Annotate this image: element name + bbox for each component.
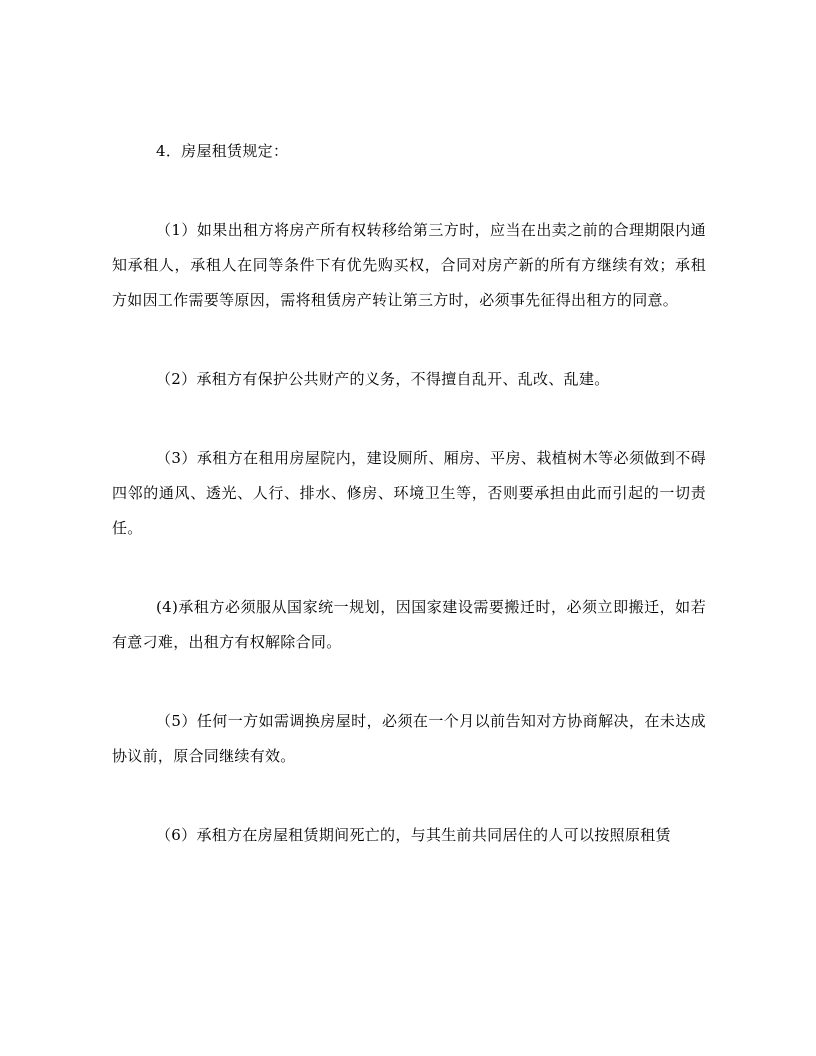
clause-6: （6）承租方在房屋租赁期间死亡的，与其生前共同居住的人可以按照原租赁 <box>156 826 671 844</box>
clause-3: （3）承租方在租用房屋院内，建设厕所、厢房、平房、栽植树木等必须做到不碍四邻的通风、透光、人行、排水、修房、环境卫生等，否则要承担由此而引起的一切责任。 <box>112 449 706 537</box>
clause-4: (4)承租方必须服从国家统一规划，因国家建设需要搬迁时，必须立即搬迁，如若有意刁难，出租方有权解除合同。 <box>112 598 706 651</box>
clause-5: （5）任何一方如需调换房屋时，必须在一个月以前告知对方协商解决，在未达成协议前，原合同继续有效。 <box>112 712 706 765</box>
section-heading: 4．房屋租赁规定： <box>156 142 289 160</box>
clause-2: （2）承租方有保护公共财产的义务，不得擅自乱开、乱改、乱建。 <box>156 370 610 388</box>
clause-1: （1）如果出租方将房产所有权转移给第三方时，应当在出卖之前的合理期限内通知承租人，承租人在同等条件下有优先购买权，合同对房产新的所有方继续有效；承租方如因工作需要等原因，需将租赁房产转让第三方时，必须事先征得出租方的同意。 <box>112 221 706 309</box>
document-body <box>112 134 706 897</box>
